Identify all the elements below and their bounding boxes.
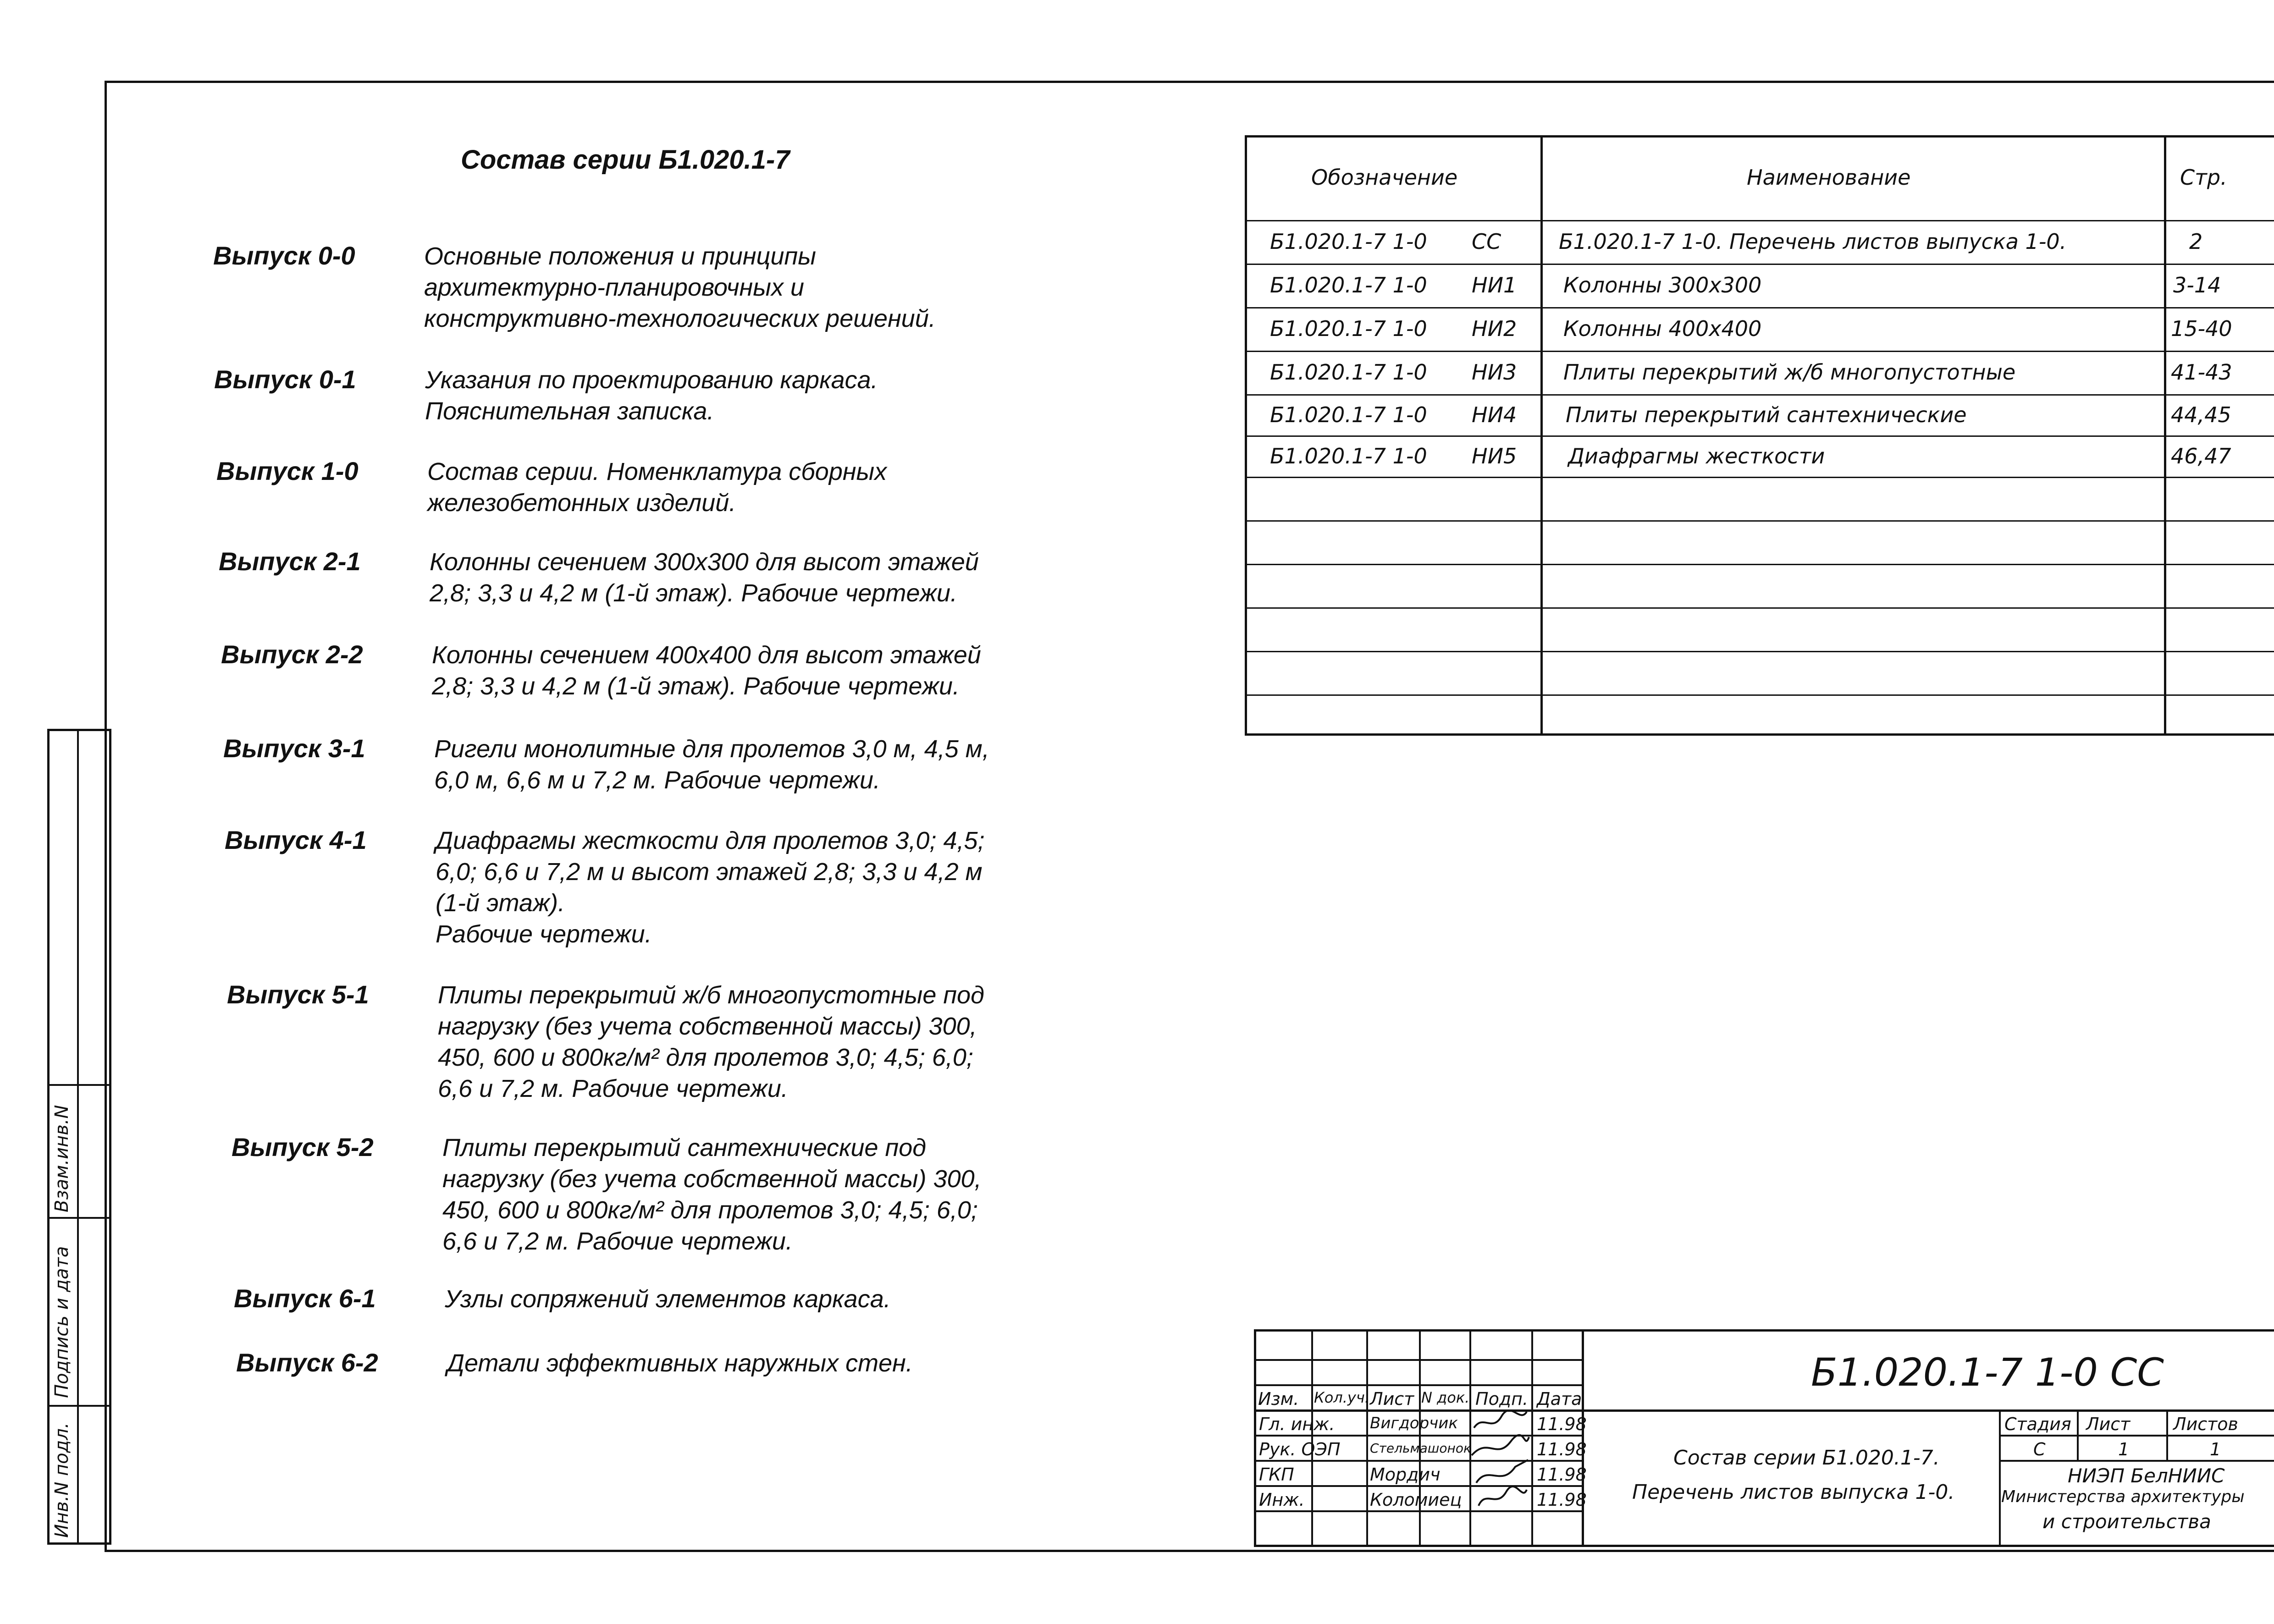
row-page: 44,45 <box>2171 402 2231 427</box>
sheets-label: Листов <box>2173 1414 2238 1434</box>
grid-line <box>1256 1409 2274 1412</box>
row-mark: НИ1 <box>1472 273 1517 297</box>
grid-line <box>1366 1332 1368 1547</box>
issue-text: Детали эффективных наружных стен. <box>447 1349 913 1377</box>
org-name: НИЭП БелНИИС <box>2068 1464 2225 1487</box>
issue-text: Плиты перекрытий ж/б многопустотные под нагрузку (без учета собственной массы) 300, 450, 600 и 800кг/м² для пролетов 3,0; 4,5; 6,0; 6,6 и 7,2 м. Рабочие чертежи. <box>438 981 985 1102</box>
row-name: Плиты перекрытий сантехнические <box>1566 402 1967 427</box>
row-page: 41-43 <box>2171 360 2232 385</box>
margin-rule <box>50 1084 109 1086</box>
org-ministry-line2: и строительства <box>2042 1510 2211 1533</box>
header-designation: Обозначение <box>1311 165 1458 190</box>
signer-date: 11.98 <box>1537 1439 1587 1459</box>
issue-label: Выпуск 4-1 <box>225 826 367 854</box>
table-rule <box>1247 220 2274 221</box>
row-name: Б1.020.1-7 1-0. Перечень листов выпуска 1-0. <box>1559 229 2067 254</box>
col-sheet: Лист <box>1370 1389 1414 1409</box>
row-code: Б1.020.1-7 1-0 <box>1270 444 1427 468</box>
signer-role: Рук. ОЭП <box>1259 1439 1341 1459</box>
stage-label: Стадия <box>2004 1414 2071 1434</box>
grid-line <box>1531 1332 1533 1547</box>
row-code: Б1.020.1-7 1-0 <box>1270 229 1427 254</box>
table-rule <box>1247 607 2274 609</box>
issue-label: Выпуск 1-0 <box>216 457 359 485</box>
row-mark: НИ2 <box>1472 316 1517 341</box>
margin-rule <box>50 1217 109 1219</box>
col-doc-number: N док. <box>1421 1389 1470 1406</box>
row-page: 3-14 <box>2173 273 2221 297</box>
table-rule <box>1247 351 2274 352</box>
sheet-value: 1 <box>2118 1439 2130 1459</box>
signer-name: Стельмашонок <box>1370 1441 1471 1456</box>
table-rule <box>1247 264 2274 265</box>
row-page: 46,47 <box>2171 444 2231 468</box>
signer-name: Коломиец <box>1370 1490 1462 1510</box>
signer-role: ГКП <box>1259 1464 1294 1485</box>
signature-scribbles <box>1469 1409 1531 1510</box>
row-code: Б1.020.1-7 1-0 <box>1270 273 1427 297</box>
document-designation: Б1.020.1-7 1-0 СС <box>1811 1350 2164 1395</box>
stage-value: С <box>2033 1439 2046 1459</box>
grid-line <box>1999 1409 2001 1547</box>
org-ministry-line1: Министерства архитектуры <box>2001 1487 2245 1506</box>
issue-text: Указания по проектированию каркаса. Пояснительная записка. <box>425 366 878 425</box>
row-mark: НИ3 <box>1472 360 1517 385</box>
issue-label: Выпуск 0-1 <box>214 365 356 394</box>
margin-divider <box>77 731 79 1542</box>
row-page: 2 <box>2189 229 2203 254</box>
signer-date: 11.98 <box>1537 1490 1587 1510</box>
row-mark: СС <box>1472 229 1501 254</box>
issue-text: Колонны сечением 400х400 для высот этажей 2,8; 3,3 и 4,2 м (1-й этаж). Рабочие чертежи. <box>432 641 981 700</box>
page-title: Состав серии Б1.020.1-7 <box>461 145 790 175</box>
header-page: Стр. <box>2180 165 2227 190</box>
issue-label: Выпуск 6-1 <box>234 1284 376 1313</box>
issue-label: Выпуск 3-1 <box>223 734 365 763</box>
issue-label: Выпуск 5-1 <box>227 980 369 1009</box>
row-code: Б1.020.1-7 1-0 <box>1270 360 1427 385</box>
inventory-number-label: Инв.N подл. <box>51 1422 72 1538</box>
grid-line <box>1256 1485 1582 1487</box>
row-page: 15-40 <box>2171 316 2232 341</box>
replacement-inventory-label: Взам.инв.N <box>51 1105 72 1212</box>
document-title-line1: Состав серии Б1.020.1-7. <box>1673 1446 1940 1470</box>
row-name: Плиты перекрытий ж/б многопустотные <box>1563 360 2016 385</box>
sheet-list-table <box>1245 135 2274 736</box>
issue-text: Диафрагмы жесткости для пролетов 3,0; 4,5; 6,0; 6,6 и 7,2 м и высот этажей 2,8; 3,3 и 4,2 м (1-й этаж). Рабочие чертежи. <box>436 827 985 948</box>
issue-text: Узлы сопряжений элементов каркаса. <box>445 1285 891 1313</box>
grid-line <box>1256 1435 1582 1437</box>
issue-label: Выпуск 0-0 <box>213 241 355 270</box>
grid-line <box>1999 1460 2274 1462</box>
row-name: Диафрагмы жесткости <box>1568 444 1825 468</box>
table-rule <box>1247 435 2274 437</box>
row-code: Б1.020.1-7 1-0 <box>1270 316 1427 341</box>
margin-rule <box>50 1405 109 1407</box>
issue-label: Выпуск 6-2 <box>236 1348 378 1377</box>
signer-role: Инж. <box>1259 1490 1305 1510</box>
row-code: Б1.020.1-7 1-0 <box>1270 402 1427 427</box>
table-rule <box>1247 694 2274 696</box>
row-mark: НИ5 <box>1472 444 1517 468</box>
issue-text: Ригели монолитные для пролетов 3,0 м, 4,5 м, 6,0 м, 6,6 м и 7,2 м. Рабочие чертежи. <box>434 735 989 794</box>
title-block <box>1254 1329 2274 1547</box>
col-signature: Подп. <box>1475 1389 1529 1409</box>
row-mark: НИ4 <box>1472 402 1517 427</box>
col-change: Изм. <box>1258 1389 1299 1409</box>
header-name: Наименование <box>1747 165 1911 190</box>
col-count: Кол.уч. <box>1314 1389 1369 1406</box>
table-rule <box>1247 307 2274 308</box>
table-rule <box>1247 477 2274 478</box>
table-rule <box>1247 564 2274 565</box>
table-rule <box>1247 520 2274 522</box>
issue-label: Выпуск 2-2 <box>221 640 363 669</box>
document-title-line2: Перечень листов выпуска 1-0. <box>1632 1481 1955 1504</box>
table-rule <box>1247 394 2274 396</box>
grid-line <box>1256 1460 1582 1462</box>
col-date: Дата <box>1537 1389 1582 1409</box>
grid-line <box>1256 1510 1582 1512</box>
sheets-value: 1 <box>2210 1439 2221 1459</box>
signer-name: Мордич <box>1370 1464 1441 1485</box>
issue-label: Выпуск 5-2 <box>232 1133 374 1162</box>
grid-line <box>1419 1332 1421 1547</box>
issue-text: Колонны сечением 300х300 для высот этажей 2,8; 3,3 и 4,2 м (1-й этаж). Рабочие чертежи. <box>430 548 979 607</box>
row-name: Колонны 300х300 <box>1563 273 1762 297</box>
issue-label: Выпуск 2-1 <box>219 547 361 576</box>
signature-date-label: Подпись и дата <box>51 1246 72 1398</box>
row-name: Колонны 400х400 <box>1563 316 1762 341</box>
issue-text: Состав серии. Номенклатура сборных железобетонных изделий. <box>427 458 887 517</box>
signer-name: Вигдорчик <box>1370 1414 1458 1432</box>
grid-line <box>1256 1359 1582 1361</box>
issue-text: Плиты перекрытий сантехнические под нагрузку (без учета собственной массы) 300, 450, 600 и 800кг/м² для пролетов 3,0; 4,5; 6,0; 6,6 и 7,2 м. Рабочие чертежи. <box>442 1134 982 1255</box>
grid-line <box>1256 1384 1582 1386</box>
grid-line <box>1999 1435 2274 1437</box>
signer-date: 11.98 <box>1537 1464 1587 1485</box>
table-rule <box>1247 651 2274 652</box>
signer-role: Гл. инж. <box>1259 1414 1335 1434</box>
issue-text: Основные положения и принципы архитектурно-планировочных и конструктивно-технологических решений. <box>424 242 936 332</box>
signer-date: 11.98 <box>1537 1414 1587 1434</box>
sheet-label: Лист <box>2086 1414 2130 1434</box>
